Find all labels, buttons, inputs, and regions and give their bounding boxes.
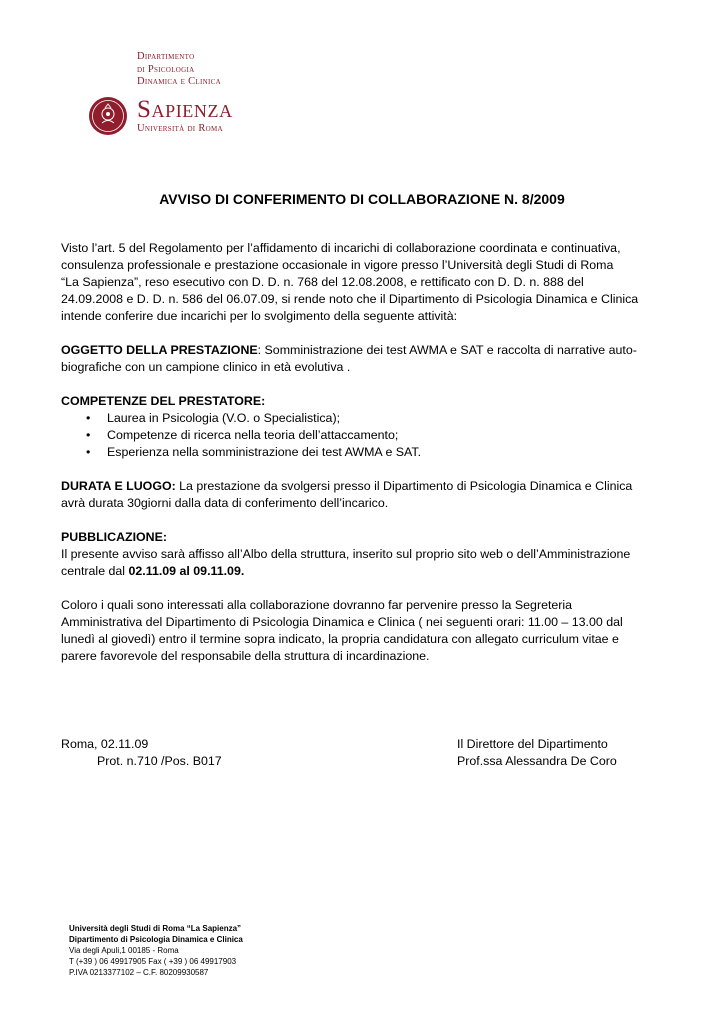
document-title: AVVISO DI CONFERIMENTO DI COLLABORAZIONE N. 8/2009 xyxy=(159,191,565,207)
durata-label: DURATA E LUOGO: xyxy=(61,479,176,493)
pubblicazione-dates: 02.11.09 al 09.11.09. xyxy=(128,564,245,578)
oggetto-section xyxy=(61,342,661,376)
signer-name: Prof.ssa Alessandra De Coro xyxy=(457,754,617,768)
intro-paragraph xyxy=(61,240,661,325)
university-subtitle: Università di Roma xyxy=(137,123,223,134)
list-item xyxy=(86,444,661,461)
list-item-text: Laurea in Psicologia (V.O. o Specialistica); xyxy=(107,411,341,425)
intro-line: Visto l’art. 5 del Regolamento per l’affidamento di incarichi di collaborazione coordinata e continuativa, xyxy=(61,241,621,255)
list-item xyxy=(86,410,661,427)
department-logo-text xyxy=(137,51,221,89)
pubblicazione-text: centrale dal xyxy=(61,564,129,578)
signature-block xyxy=(457,736,617,770)
footer-line: Università degli Studi di Roma “La Sapienza” xyxy=(69,924,242,933)
signer-role: Il Direttore del Dipartimento xyxy=(457,737,608,751)
footer-line: Via degli Apuli,1 00185 - Roma xyxy=(69,946,179,955)
application-line: parere favorevole del responsabile della struttura di incardinazione. xyxy=(61,649,430,663)
sapienza-seal-icon xyxy=(88,96,128,136)
university-name: Sapienza xyxy=(137,96,233,123)
footer-line: Dipartimento di Psicologia Dinamica e Clinica xyxy=(69,935,243,944)
application-line: Amministrativa del Dipartimento di Psicologia Dinamica e Clinica ( nei seguenti orari: 11.00 – 13.00 dal xyxy=(61,615,623,629)
intro-line: 24.09.2008 e D. D. n. 586 del 06.07.09, si rende noto che il Dipartimento di Psicologia Dinamica e Clinica xyxy=(61,292,639,306)
durata-text: La prestazione da svolgersi presso il Dipartimento di Psicologia Dinamica e Clinica xyxy=(175,479,633,493)
competenze-section xyxy=(61,393,661,461)
document-body xyxy=(61,240,661,682)
protocol-number: Prot. n.710 /Pos. B017 xyxy=(97,754,222,768)
application-line: Coloro i quali sono interessati alla collaborazione dovranno far pervenire presso la Segreteria xyxy=(61,598,573,612)
pubblicazione-text: Il presente avviso sarà affisso all’Albo della struttura, inserito sul proprio sito web o dell’Amministrazione xyxy=(61,547,631,561)
application-line: lunedì al giovedì) entro il termine sopra indicato, la propria candidatura con allegato curriculum vitae e xyxy=(61,632,619,646)
bullet-icon: • xyxy=(86,411,91,425)
durata-text: avrà durata 30giorni dalla data di conferimento dell’incarico. xyxy=(61,496,389,510)
pubblicazione-section xyxy=(61,529,661,580)
application-paragraph xyxy=(61,597,661,665)
oggetto-text: biografiche con un campione clinico in età evolutiva . xyxy=(61,360,351,374)
oggetto-label: OGGETTO DELLA PRESTAZIONE xyxy=(61,343,258,357)
dept-line: Dinamica e Clinica xyxy=(137,76,221,87)
intro-line: “La Sapienza”, reso esecutivo con D. D. n. 768 del 12.08.2008, e rettificato con D. D. n. 888 del xyxy=(61,275,584,289)
university-logo-text xyxy=(137,97,233,135)
footer-address xyxy=(69,923,243,978)
footer-line: P.IVA 0213377102 – C.F. 80209930587 xyxy=(69,968,209,977)
footer-line: T (+39 ) 06 49917905 Fax ( +39 ) 06 49917903 xyxy=(69,957,237,966)
durata-section xyxy=(61,478,661,512)
oggetto-text: : Somministrazione dei test AWMA e SAT e raccolta di narrative auto- xyxy=(257,343,637,357)
dept-line: Dipartimento xyxy=(137,51,195,62)
list-item xyxy=(86,427,661,444)
competenze-label: COMPETENZE DEL PRESTATORE: xyxy=(61,394,266,408)
competenze-list xyxy=(61,410,661,461)
pubblicazione-label: PUBBLICAZIONE: xyxy=(61,530,168,544)
intro-line: intende conferire due incarichi per lo svolgimento della seguente attività: xyxy=(61,309,458,323)
intro-line: consulenza professionale e prestazione occasionale in vigore presso l’Università degli Studi di Roma xyxy=(61,258,614,272)
place-date-block xyxy=(61,736,222,770)
list-item-text: Competenze di ricerca nella teoria dell’attaccamento; xyxy=(107,428,399,442)
bullet-icon: • xyxy=(86,428,91,442)
list-item-text: Esperienza nella somministrazione dei test AWMA e SAT. xyxy=(107,445,422,459)
dept-line: di Psicologia xyxy=(137,63,195,75)
bullet-icon: • xyxy=(86,445,91,459)
place-date: Roma, 02.11.09 xyxy=(61,737,149,751)
